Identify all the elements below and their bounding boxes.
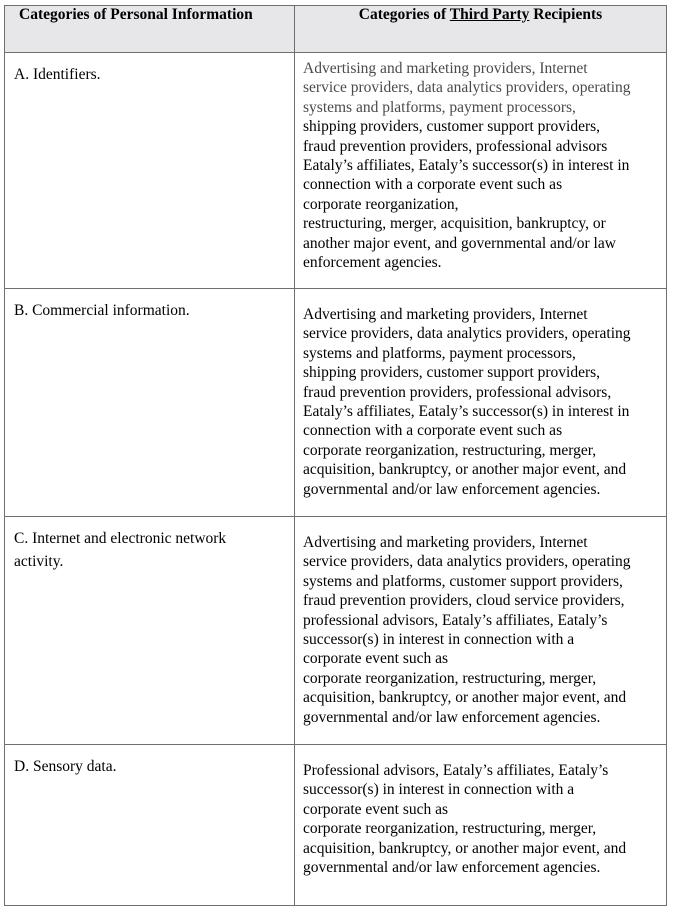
recipient-line: corporate reorganization, restructuring, merger,	[303, 669, 597, 687]
recipient-line: connection with a corporate event such as	[303, 176, 563, 194]
recipient-line: successor(s) in interest in connection with a	[303, 781, 575, 799]
recipient-line: acquisition, bankruptcy, or another major event, and	[303, 689, 627, 707]
recipient-line: Advertising and marketing providers, Internet	[303, 534, 588, 551]
recipient-line: restructuring, merger, acquisition, bankruptcy, or	[303, 215, 606, 233]
recipient-line: connection with a corporate event such as	[303, 422, 563, 440]
category-line: activity.	[14, 553, 64, 570]
recipient-line: corporate reorganization, restructuring, merger,	[303, 820, 597, 838]
recipient-line: professional advisors, Eataly’s affiliates, Eataly’s	[303, 611, 608, 629]
recipient-line: shipping providers, customer support providers,	[303, 118, 601, 136]
recipients-internet-activity	[295, 517, 667, 745]
recipient-line: systems and platforms, customer support providers,	[303, 572, 623, 590]
recipient-line: service providers, data analytics providers, operating	[303, 325, 631, 343]
table-row	[5, 53, 667, 289]
recipient-line: service providers, data analytics providers, operating	[303, 553, 631, 571]
personal-information-table	[4, 5, 667, 906]
recipient-line: Eataly’s affiliates, Eataly’s successor(s) in interest in	[303, 403, 630, 421]
recipient-line: another major event, and governmental and/or law	[303, 234, 616, 252]
recipient-line: corporate event such as	[303, 800, 449, 818]
recipient-line: governmental and/or law enforcement agencies.	[303, 480, 601, 498]
recipient-line: Professional advisors, Eataly’s affiliates, Eataly’s	[303, 762, 609, 779]
recipient-line: systems and platforms, payment processors,	[303, 344, 576, 362]
table-header-row	[5, 6, 667, 53]
recipient-line: fraud prevention providers, professional advisors	[303, 137, 608, 155]
category-sensory-data: D. Sensory data.	[5, 745, 295, 906]
table-row	[5, 745, 667, 906]
recipient-line: governmental and/or law enforcement agencies.	[303, 708, 601, 726]
header-personal-information: Categories of Personal Information	[5, 6, 295, 53]
category-line: C. Internet and electronic network	[14, 530, 227, 547]
recipients-commercial-information	[295, 289, 667, 517]
recipients-sensory-data	[295, 745, 667, 906]
recipient-line: Advertising and marketing providers, Internet	[303, 306, 588, 323]
header-third-party-recipients	[295, 6, 667, 53]
recipient-line: fraud prevention providers, professional advisors,	[303, 383, 612, 401]
recipient-line: fraud prevention providers, cloud service providers,	[303, 592, 625, 610]
category-identifiers: A. Identifiers.	[5, 53, 295, 289]
recipient-line: Eataly’s affiliates, Eataly’s successor(s) in interest in	[303, 157, 630, 175]
category-commercial-information: B. Commercial information.	[5, 289, 295, 517]
recipients-identifiers	[295, 53, 667, 289]
recipient-line: acquisition, bankruptcy, or another major event, and	[303, 839, 627, 857]
recipient-line: successor(s) in interest in connection with a	[303, 631, 575, 649]
header-prefix: Categories of	[358, 6, 450, 23]
recipient-line: corporate reorganization,	[303, 195, 459, 213]
recipient-line: systems and platforms, payment processors,	[303, 98, 576, 116]
recipient-line: service providers, data analytics providers, operating	[303, 79, 631, 97]
category-internet-activity	[5, 517, 295, 745]
recipient-line: corporate event such as	[303, 650, 449, 668]
table-row	[5, 289, 667, 517]
recipient-line: governmental and/or law enforcement agencies.	[303, 859, 601, 877]
table-row	[5, 517, 667, 745]
recipient-line: Advertising and marketing providers, Internet	[303, 60, 588, 77]
recipient-line: acquisition, bankruptcy, or another major event, and	[303, 461, 627, 479]
recipient-line: corporate reorganization, restructuring, merger,	[303, 441, 597, 459]
third-party-link[interactable]: Third Party	[449, 6, 530, 23]
header-suffix: Recipients	[529, 6, 603, 23]
recipient-line: enforcement agencies.	[303, 254, 442, 272]
recipient-line: shipping providers, customer support providers,	[303, 364, 601, 382]
